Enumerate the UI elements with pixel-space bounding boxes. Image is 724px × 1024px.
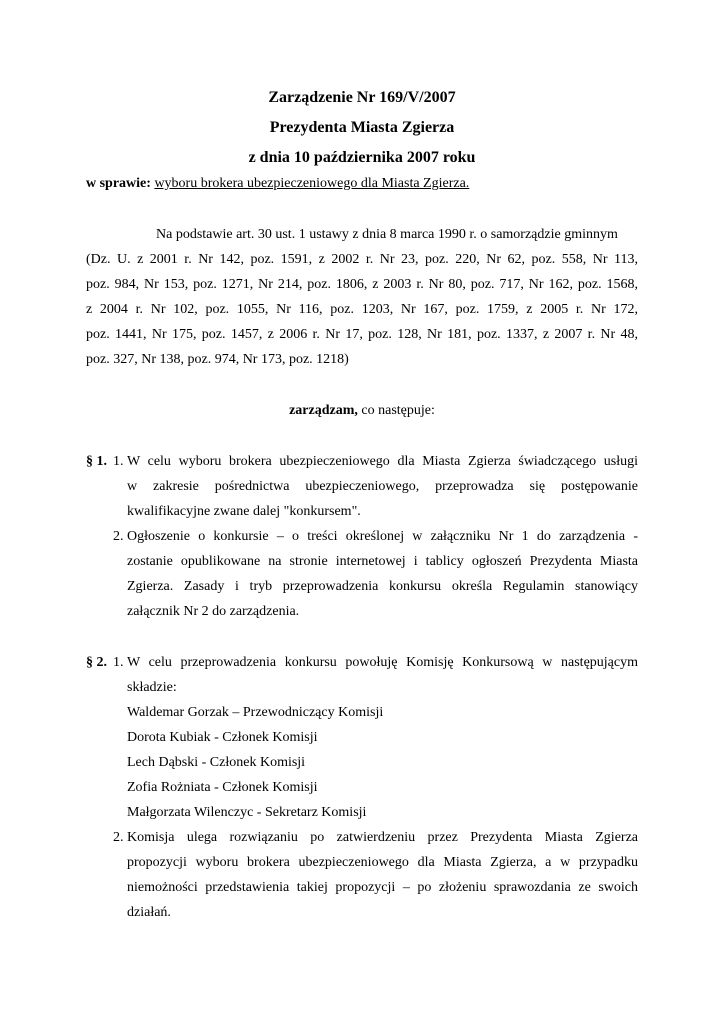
section-2-item-1-number: 1. — [113, 655, 124, 670]
basis-line-5: poz. 1441, Nr 175, poz. 1457, z 2006 r. Nr 17, poz. 128, Nr 181, poz. 1337, z 2007 r. Nr 48, — [86, 327, 638, 342]
committee-member-chair: Waldemar Gorzak – Przewodniczący Komisji — [127, 705, 384, 720]
order-keyword: zarządzam, — [289, 403, 358, 418]
section-2-item-2-line-4: działań. — [127, 905, 171, 920]
basis-line-1: Na podstawie art. 30 ust. 1 ustawy z dnia 8 marca 1990 r. o samorządzie gminnym — [156, 227, 618, 242]
document-title-date: z dnia 10 października 2007 roku — [248, 149, 476, 166]
section-1-item-2-line-4: załącznik Nr 2 do zarządzenia. — [127, 604, 300, 619]
section-1-item-2-line-3: Zgierza. Zasady i tryb przeprowadzenia konkursu określa Regulamin stanowiący — [127, 579, 638, 594]
committee-member-3: Zofia Rożniata - Członek Komisji — [127, 780, 318, 795]
subject-label: w sprawie: — [86, 176, 151, 191]
subject-line — [86, 175, 469, 193]
section-1-item-2-line-2: zostanie opublikowane na stronie internetowej i tablicy ogłoszeń Prezydenta Miasta — [127, 554, 638, 569]
section-2-item-2-line-3: niemożności przedstawienia takiej propozycji – po złożeniu sprawozdania ze swoich — [127, 880, 638, 895]
document-title-issuer: Prezydenta Miasta Zgierza — [269, 119, 455, 136]
committee-secretary: Małgorzata Wilenczyc - Sekretarz Komisji — [127, 805, 367, 820]
section-2-item-2-line-2: propozycji wyboru brokera ubezpieczeniowego dla Miasta Zgierza, a w przypadku — [127, 855, 638, 870]
section-1-item-1-line-3: kwalifikacyjne zwane dalej "konkursem". — [127, 504, 361, 519]
section-2-mark: § 2. — [86, 655, 107, 670]
section-1-item-2-line-1: Ogłoszenie o konkursie – o treści określonej w załączniku Nr 1 do zarządzenia - — [127, 529, 638, 544]
document-title-number: Zarządzenie Nr 169/V/2007 — [268, 89, 456, 106]
order-rest: co następuje: — [357, 403, 435, 418]
committee-member-2: Lech Dąbski - Członek Komisji — [127, 755, 306, 770]
order-line — [0, 402, 724, 420]
basis-line-2: (Dz. U. z 2001 r. Nr 142, poz. 1591, z 2002 r. Nr 23, poz. 220, Nr 62, poz. 558, Nr 113, — [86, 252, 638, 267]
section-1-item-1-number: 1. — [113, 454, 124, 469]
section-2-item-2-line-1: Komisja ulega rozwiązaniu po zatwierdzeniu przez Prezydenta Miasta Zgierza — [127, 830, 638, 845]
basis-line-3: poz. 984, Nr 153, poz. 1271, Nr 214, poz. 1806, z 2003 r. Nr 80, poz. 717, Nr 162, poz. 1568, — [86, 277, 638, 292]
basis-line-4: z 2004 r. Nr 102, poz. 1055, Nr 116, poz. 1203, Nr 167, poz. 1759, z 2005 r. Nr 172, — [86, 302, 638, 317]
committee-member-1: Dorota Kubiak - Członek Komisji — [127, 730, 318, 745]
basis-line-6: poz. 327, Nr 138, poz. 974, Nr 173, poz. 1218) — [86, 352, 349, 367]
section-1-mark: § 1. — [86, 454, 107, 469]
section-2-item-2-number: 2. — [113, 830, 124, 845]
section-1-item-1-line-2: w zakresie pośrednictwa ubezpieczeniowego, przeprowadza się postępowanie — [127, 479, 638, 494]
subject-text: wyboru brokera ubezpieczeniowego dla Miasta Zgierza. — [154, 176, 470, 191]
section-1-item-1-line-1: W celu wyboru brokera ubezpieczeniowego dla Miasta Zgierza świadczącego usługi — [127, 454, 638, 469]
section-2-item-1-line-2: składzie: — [127, 680, 177, 695]
section-2-item-1-line-1: W celu przeprowadzenia konkursu powołuję Komisję Konkursową w następującym — [127, 655, 638, 670]
section-1-item-2-number: 2. — [113, 529, 124, 544]
